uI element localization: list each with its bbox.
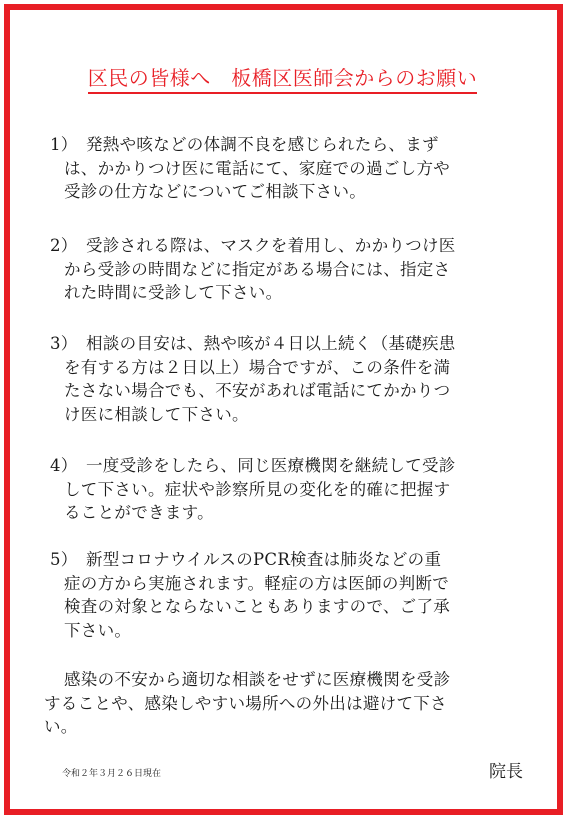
item-line: 下さい。 — [64, 620, 132, 640]
item-line: 発熱や咳などの体調不良を感じられたら、まず — [86, 135, 439, 154]
item-line: ることができます。 — [64, 503, 214, 522]
item-line: 新型コロナウイルスのPCR検査は肺炎などの重 — [86, 550, 442, 569]
item-line: から受診の時間などに指定がある場合には、指定さ — [64, 259, 451, 279]
item-line: け医に相談して下さい。 — [64, 404, 249, 424]
item-line: 症の方から実施されます。軽症の方は医師の判断で — [64, 573, 450, 593]
item-line: 一度受診をしたら、同じ医療機関を継続して受診 — [86, 456, 456, 475]
closing-line: することや、感染しやすい場所への外出は避けて下さ — [44, 693, 447, 713]
closing-paragraph — [44, 668, 528, 739]
item-number: 4） — [50, 456, 78, 475]
item-line: れた時間に受診して下さい。 — [64, 283, 283, 302]
item-number: 5） — [50, 550, 78, 569]
item-number: 3） — [50, 334, 78, 353]
item-number: 2） — [50, 236, 78, 255]
item-number: 1） — [50, 135, 78, 154]
closing-line: い。 — [44, 717, 78, 736]
notice-item-2 — [50, 234, 528, 305]
notice-title — [0, 62, 565, 91]
notice-item-4 — [50, 454, 528, 525]
item-line: 検査の対象とならないこともありますので、ご了承 — [64, 597, 451, 616]
item-line: して下さい。症状や診察所見の変化を的確に把握す — [64, 479, 451, 499]
item-line: を有する方は２日以上）場合ですが、この条件を満 — [64, 357, 451, 377]
signature: 院長 — [489, 762, 523, 782]
notice-title-text: 区民の皆様へ 板橋区医師会からのお願い — [88, 66, 478, 94]
notice-item-5 — [50, 548, 528, 642]
item-line: たさない場合でも、不安があれば電話にてかかりつ — [64, 381, 451, 400]
notice-item-3 — [50, 332, 528, 426]
item-line: 相談の目安は、熱や咳が４日以上続く（基礎疾患 — [86, 334, 456, 353]
issue-date: 令和２年３月２６日現在 — [62, 769, 162, 779]
item-line: は、かかりつけ医に電話にて、家庭での過ごし方や — [64, 158, 451, 178]
notice-item-1 — [50, 133, 528, 204]
closing-line: 感染の不安から適切な相談をせずに医療機関を受診 — [64, 670, 451, 689]
item-line: 受診の仕方などについてご相談下さい。 — [64, 182, 367, 201]
item-line: 受診される際は、マスクを着用し、かかりつけ医 — [86, 236, 456, 255]
